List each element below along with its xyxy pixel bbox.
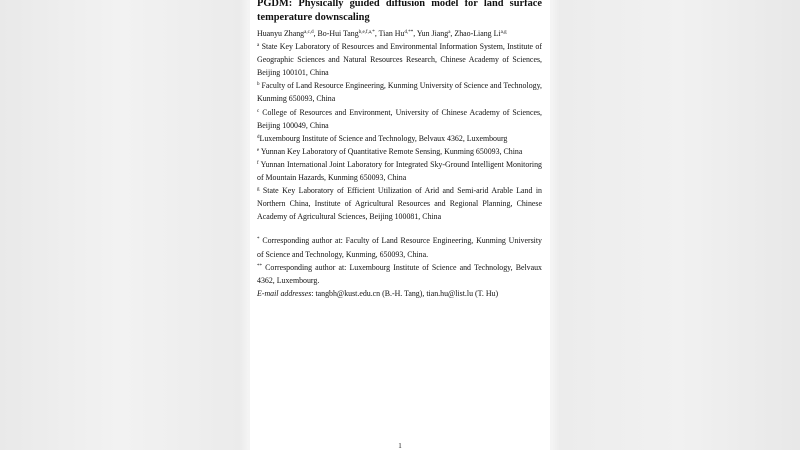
paper-page [250, 0, 550, 450]
author: Tian $Hu^{d,**}$, [378, 29, 417, 38]
affiliation: $^b$ Faculty of Land Resource Engineering, Kunming University of Science and Technology, Kunming 650093, China [257, 81, 542, 104]
page-number: 1 [398, 442, 402, 450]
affiliation: $^c$ College of Resources and Environment, University of Chinese Academy of Sciences, Beijing 100049, China [257, 107, 542, 130]
paper-title: PGDM: Physically guided diffusion model for land surface temperature downscaling [257, 0, 542, 23]
spacer [257, 223, 542, 234]
corresponding-author: * Corresponding author at: Faculty of Land Resource Engineering, Kunming University of Science and Technology, Kunming, 650093, China. [257, 236, 542, 259]
author: Bo-Hui Tang$^{b,e,f,a,*}$, [317, 29, 379, 38]
affiliation: $^g$ State Key Laboratory of Efficient Utilization of Arid and Semi-arid Arable Land in Northern China, Institute of Agricultural Resources and Regional Planning, Chinese Academy of Agricultural Sciences, Beijing 100081, China [257, 186, 542, 222]
affiliation: $^f$ Yunnan International Joint Laboratory for Integrated Sky-Ground Intelligent Monitoring of Mountain Hazards, Kunming 650093, China [257, 159, 542, 183]
email-addresses: E-mail addresses: tangbh@kust.edu.cn (B.-H. Tang), tian.hu@list.lu (T. Hu) [257, 288, 499, 298]
author: Huanyu Zhang$^{a,c,d}$, [257, 29, 318, 38]
corresponding-author: ** Corresponding author at: Luxembourg Institute of Science and Technology, Belvaux 4362, Luxembourg. [257, 262, 542, 285]
affiliation: $^e$ Yunnan Key Laboratory of Quantitative Remote Sensing, Kunming 650093, China [257, 146, 523, 156]
author-list [257, 27, 542, 40]
author: Yun Jiang$^a$, [416, 29, 455, 38]
page-content [257, 0, 542, 300]
author: Zhao-Liang Li$^{a,g}$ [454, 29, 507, 38]
affiliation: $^d$Luxembourg Institute of Science and Technology, Belvaux 4362, Luxembourg [257, 133, 508, 143]
affiliation: $^a$ State Key Laboratory of Resources and Environmental Information System, Institute of Geographic Sciences and Natural Resources Research, Chinese Academy of Sciences, Beijing 100101, China [257, 42, 542, 78]
